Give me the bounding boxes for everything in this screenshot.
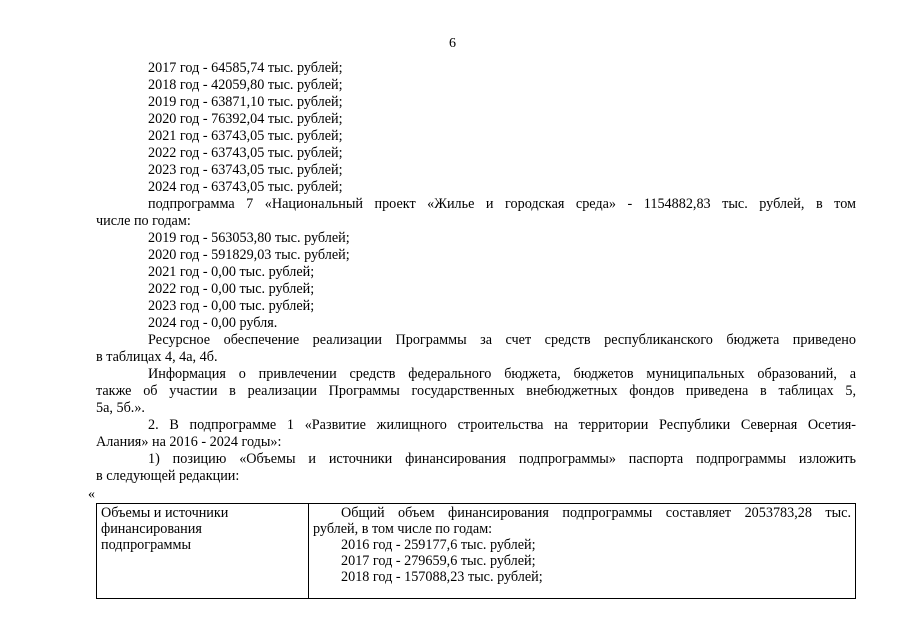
paragraph-line: 1) позицию «Объемы и источники финансирования подпрограммы» паспорта подпрограммы изложить: [148, 451, 856, 467]
year-line: 2017 год - 64585,74 тыс. рублей;: [148, 60, 343, 76]
table-cell-label: [97, 504, 309, 587]
paragraph-line: 5а, 5б.».: [96, 400, 145, 416]
year-line: 2020 год - 76392,04 тыс. рублей;: [148, 111, 343, 127]
year-line: 2020 год - 591829,03 тыс. рублей;: [148, 247, 350, 263]
paragraph-line: числе по годам:: [96, 213, 191, 229]
year-line: 2021 год - 0,00 тыс. рублей;: [148, 264, 315, 280]
paragraph-line: Информация о привлечении средств федерального бюджета, бюджетов муниципальных образований, а: [148, 366, 856, 382]
table-cell-value: [309, 504, 856, 587]
opening-quote: «: [88, 487, 95, 502]
paragraph-line: Алания» на 2016 - 2024 годы»:: [96, 434, 282, 450]
year-line: 2017 год - 279659,6 тыс. рублей;: [341, 553, 536, 569]
paragraph-line: 2. В подпрограмме 1 «Развитие жилищного строительства на территории Республики Северная Осетия-: [148, 417, 856, 433]
year-line: 2024 год - 0,00 рубля.: [148, 315, 278, 331]
label-line: Объемы и источники: [101, 505, 229, 521]
label-line: финансирования: [101, 521, 202, 537]
paragraph-line: в следующей редакции:: [96, 468, 240, 484]
year-line: 2019 год - 63871,10 тыс. рублей;: [148, 94, 343, 110]
value-line: Общий объем финансирования подпрограммы составляет 2053783,28 тыс.: [341, 505, 851, 521]
year-line: 2021 год - 63743,05 тыс. рублей;: [148, 128, 343, 144]
document-body: [96, 60, 856, 485]
paragraph-line: подпрограмма 7 «Национальный проект «Жилье и городская среда» - 1154882,83 тыс. рублей, в том: [148, 196, 856, 212]
paragraph-line: в таблицах 4, 4а, 4б.: [96, 349, 218, 365]
paragraph-line: также об участии в реализации Программы государственных внебюджетных фондов приведена в таблицах 5,: [96, 383, 856, 399]
paragraph-line: Ресурсное обеспечение реализации Программы за счет средств республиканского бюджета приведено: [148, 332, 856, 348]
year-line: 2023 год - 63743,05 тыс. рублей;: [148, 162, 343, 178]
year-line: 2018 год - 157088,23 тыс. рублей;: [341, 569, 543, 585]
table-cell-border: [309, 586, 856, 599]
table-row: [97, 504, 856, 587]
table-row-bottom-border: [97, 586, 856, 599]
year-line: 2022 год - 0,00 тыс. рублей;: [148, 281, 315, 297]
page-number: 6: [449, 36, 456, 51]
financing-table: [96, 503, 856, 599]
year-line: 2024 год - 63743,05 тыс. рублей;: [148, 179, 343, 195]
value-line: рублей, в том числе по годам:: [313, 521, 493, 537]
year-line: 2018 год - 42059,80 тыс. рублей;: [148, 77, 343, 93]
table-cell-border: [97, 586, 309, 599]
year-line: 2019 год - 563053,80 тыс. рублей;: [148, 230, 350, 246]
year-line: 2022 год - 63743,05 тыс. рублей;: [148, 145, 343, 161]
label-line: подпрограммы: [101, 537, 191, 553]
year-line: 2016 год - 259177,6 тыс. рублей;: [341, 537, 536, 553]
year-line: 2023 год - 0,00 тыс. рублей;: [148, 298, 315, 314]
